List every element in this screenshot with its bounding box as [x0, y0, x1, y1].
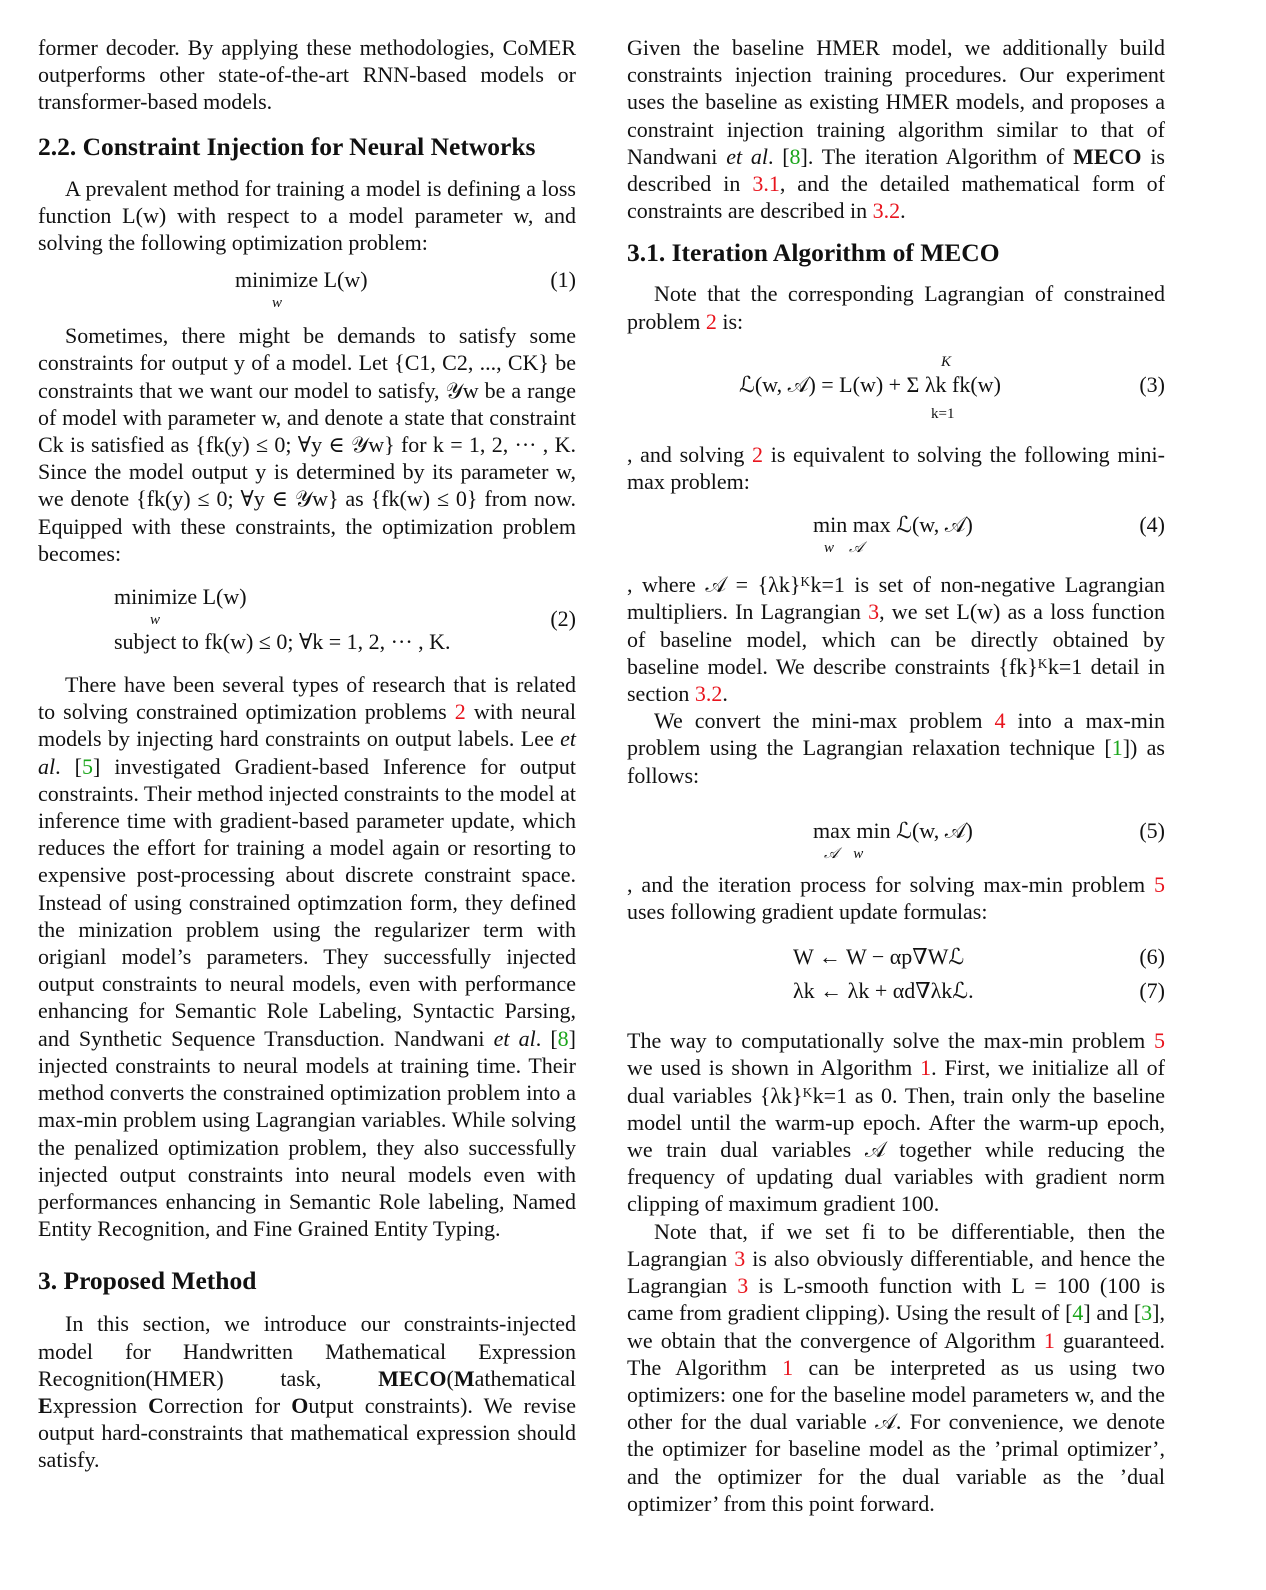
text: is also obviously differentiable, and hence the Lagrangian: [627, 1245, 1165, 1299]
text: O: [291, 1392, 309, 1418]
text: , and the detailed mathematical form of constraints are described in: [627, 171, 1165, 224]
text: We convert the mini-max problem: [654, 708, 995, 734]
equation-6-body: W ← W − αp∇Wℒ: [793, 944, 965, 970]
equation-3: [627, 345, 1165, 439]
equation-body: ℒ(w, 𝒜) = L(w) + Σ λk fk(w): [739, 371, 1001, 397]
text: MECO: [378, 1365, 447, 1391]
equation-number: (4): [1139, 512, 1165, 538]
equation-line-2: subject to fk(w) ≤ 0; ∀k = 1, 2, ··· , K.: [114, 629, 451, 655]
text: et al: [38, 726, 576, 779]
equation-subscript: w: [150, 612, 161, 629]
text: There have been several types of research that is related to solving constrained optimization problems: [38, 672, 576, 725]
citation-link[interactable]: 4: [1072, 1300, 1084, 1326]
text: utput constraints). We revise output hard-constraints that mathematical expression should satisfy.: [38, 1392, 577, 1473]
paragraph: [627, 441, 1165, 495]
text: can be interpreted as us using two optimizers: one for the baseline model parameters w, and the other for the dual variable 𝒜. For convenience, we denote the optimizer for baseline model as the ’primal optimizer’, and the optimizer for the dual variable as the ’dual optimizer’ from this point forward.: [627, 1354, 1166, 1516]
paragraph: Sometimes, there might be demands to satisfy some constraints for output y of a model. Let {C1, C2, ..., CK} be constraints that we want our model to satisfy, 𝒴w be a range of model with parameter w, and denote a state that constraint Ck is satisfied as {fk(y) ≤ 0; ∀y ∈ 𝒴w} for k = 1, 2, ··· , K. Since the model output y is determined by its parameter w, we denote {fk(y) ≤ 0; ∀y ∈ 𝒴w} as {fk(w) ≤ 0} from now. Equipped with these constraints, the optimization problem becomes:: [38, 323, 576, 566]
text: Note that, if we set fi to be differentiable, then the Lagrangian: [627, 1218, 1165, 1271]
text: Given the baseline HMER model, we additionally build constraints injection training procedures. Our experiment uses the baseline as existing HMER models, and proposes a constraint injection training algorithm similar to that of Nandwani: [627, 35, 1165, 169]
text: is:: [716, 308, 744, 334]
paragraph: former decoder. By applying these methodologies, CoMER outperforms other state-of-the-art RNN-based models or transformer-based models.: [38, 35, 576, 115]
equation-ref-link[interactable]: 2: [752, 441, 764, 467]
text: . [: [55, 753, 82, 779]
text: is equivalent to solving the following mini-max problem:: [627, 441, 1165, 495]
text: E: [38, 1392, 53, 1418]
paragraph: [627, 34, 1165, 224]
text: , and solving: [627, 441, 753, 467]
paragraph: A prevalent method for training a model is defining a loss function L(w) with respect to a model parameter w, and solving the following optimization problem:: [38, 175, 576, 256]
text: is L-smooth function with L = 100 (100 is came from gradient clipping). Using the result of [: [627, 1273, 1166, 1326]
text: . [: [535, 1025, 558, 1051]
equation-ref-link[interactable]: 5: [1154, 1028, 1165, 1054]
citation-link[interactable]: 8: [789, 143, 801, 169]
text: . First, we initialize all of dual variables {λk}ᴷk=1 as 0. Then, train only the baseline model until the warm-up epoch. After the warm-up epoch, we train dual variables 𝒜 together while reducing the frequency of updating dual variables with gradient norm clipping of maximum gradient 100.: [627, 1055, 1165, 1217]
text: , where 𝒜 = {λk}ᴷk=1 is set of non-negative Lagrangian multipliers. In Lagrangian: [627, 572, 1165, 625]
paragraph: [38, 1310, 576, 1473]
text: et al: [726, 143, 768, 169]
text: , we set L(w) as a loss function of baseline model, which can be directly obtained by baseline model. We describe constraints {fk}ᴷk=1 detail in section: [627, 599, 1165, 707]
paragraph: [627, 707, 1165, 789]
algorithm-ref-link[interactable]: 1: [1043, 1327, 1055, 1353]
equation-sum-upper: K: [941, 353, 952, 370]
paragraph: [627, 280, 1165, 334]
text: The way to computationally solve the max-min problem: [627, 1028, 1154, 1054]
equation-number: (3): [1139, 371, 1165, 397]
text: ] and [: [1083, 1300, 1142, 1326]
equation-number: (7): [1139, 978, 1165, 1004]
paragraph: [627, 871, 1165, 925]
citation-link[interactable]: 1: [1111, 735, 1123, 761]
equation-sum-lower: k=1: [931, 405, 955, 422]
text: athematical: [474, 1365, 576, 1391]
equation-body: minimize L(w): [235, 267, 368, 293]
equation-subscript: w: [272, 295, 283, 312]
text: MECO: [1073, 143, 1142, 169]
text: In this section, we introduce our constraints-injected model for Handwritten Mathematical Expression Recognition(HMER) task,: [38, 1311, 576, 1391]
equations-6-7: [627, 939, 1165, 1017]
equation-subscript: w 𝒜: [824, 540, 864, 557]
paragraph: [627, 1027, 1165, 1217]
algorithm-ref-link[interactable]: 1: [920, 1055, 932, 1081]
text: M: [453, 1365, 475, 1391]
section-heading-2-2: 2.2. Constraint Injection for Neural Networks: [38, 131, 536, 161]
text: we used is shown in Algorithm: [627, 1055, 921, 1081]
equation-1: [38, 266, 576, 318]
equation-subscript: 𝒜 w: [824, 845, 864, 862]
equation-line-1: minimize L(w): [114, 584, 247, 610]
equation-ref-link[interactable]: 3: [868, 599, 880, 625]
text: . [: [767, 143, 790, 169]
text: et al: [493, 1025, 536, 1051]
text: (: [446, 1365, 454, 1391]
equation-2: [38, 583, 576, 667]
section-ref-link[interactable]: 3.2: [694, 681, 723, 707]
right-column: [627, 34, 1165, 1517]
section-ref-link[interactable]: 3.2: [872, 198, 901, 224]
text: ]. The iteration Algorithm of: [800, 143, 1074, 169]
equation-ref-link[interactable]: 3: [737, 1273, 749, 1299]
text: ], we obtain that the convergence of Algorithm: [627, 1300, 1165, 1353]
citation-link[interactable]: 5: [81, 753, 93, 779]
text: Note that the corresponding Lagrangian of constrained problem: [627, 281, 1165, 334]
citation-link[interactable]: 8: [557, 1025, 569, 1051]
equation-ref-link[interactable]: 4: [994, 708, 1006, 734]
text: xpression: [52, 1392, 149, 1418]
section-heading-3-1: 3.1. Iteration Algorithm of MECO: [627, 238, 1000, 268]
equation-body: max min ℒ(w, 𝒜): [813, 817, 973, 843]
text: ] injected constraints to neural models at training time. Their method converts the constrained optimization problem into a max-min problem using Lagrangian variables. While solving the penalized optimization problem, they also successfully injected output constraints into neural models even with performances enhancing in Semantic Role labeling, Named Entity Recognition, and Fine Grained Entity Typing.: [38, 1025, 576, 1242]
text: orrection for: [164, 1392, 292, 1418]
equation-number: (5): [1139, 817, 1165, 843]
equation-number: (2): [550, 606, 576, 632]
algorithm-ref-link[interactable]: 1: [782, 1354, 794, 1380]
text: .: [722, 681, 728, 707]
text: with neural models by injecting hard constraints on output labels. Lee: [38, 699, 576, 752]
text: is described in: [627, 143, 1165, 197]
paragraph: [627, 1218, 1165, 1517]
citation-link[interactable]: 3: [1141, 1300, 1153, 1326]
text: C: [148, 1392, 165, 1418]
text: ]) as follows:: [627, 735, 1165, 788]
left-column: [38, 34, 576, 1474]
equation-4: [627, 509, 1165, 567]
equation-ref-link[interactable]: 5: [1154, 871, 1165, 897]
equation-number: (6): [1139, 944, 1165, 970]
text: into a max-min problem using the Lagrangian relaxation technique [: [627, 708, 1166, 761]
text: ] investigated Gradient-based Inference for output constraints. Their method injected constraints to the model at inference time with gradient-based parameter update, which reduces the effort for training a model again or resorting to expensive post-processing about discrete constraint space. Instead of using constrained optimzation form, they defined the minization problem using the regularizer term with origianl model’s parameters. They successfully injected output constraints to neural models, even with performance enhancing for Semantic Role Labeling, Syntactic Parsing, and Synthetic Sequence Transduction. Nandwani: [38, 753, 577, 1051]
paragraph: [627, 571, 1165, 707]
equation-5: [627, 809, 1165, 871]
section-ref-link[interactable]: 3.1: [752, 171, 780, 197]
text: guaranteed. The Algorithm: [627, 1327, 1165, 1380]
equation-ref-link[interactable]: 3: [734, 1245, 746, 1271]
equation-ref-link[interactable]: 2: [705, 308, 717, 334]
text: , and the iteration process for solving max-min problem: [627, 871, 1154, 897]
section-heading-3: 3. Proposed Method: [38, 1266, 257, 1296]
text: .: [900, 198, 906, 224]
paragraph: [38, 671, 576, 1242]
equation-number: (1): [550, 267, 576, 293]
text: uses following gradient update formulas:: [627, 899, 988, 925]
equation-7-body: λk ← λk + αd∇λkℒ.: [793, 978, 974, 1004]
equation-body: min max ℒ(w, 𝒜): [813, 512, 973, 538]
equation-ref-link[interactable]: 2: [454, 699, 466, 725]
